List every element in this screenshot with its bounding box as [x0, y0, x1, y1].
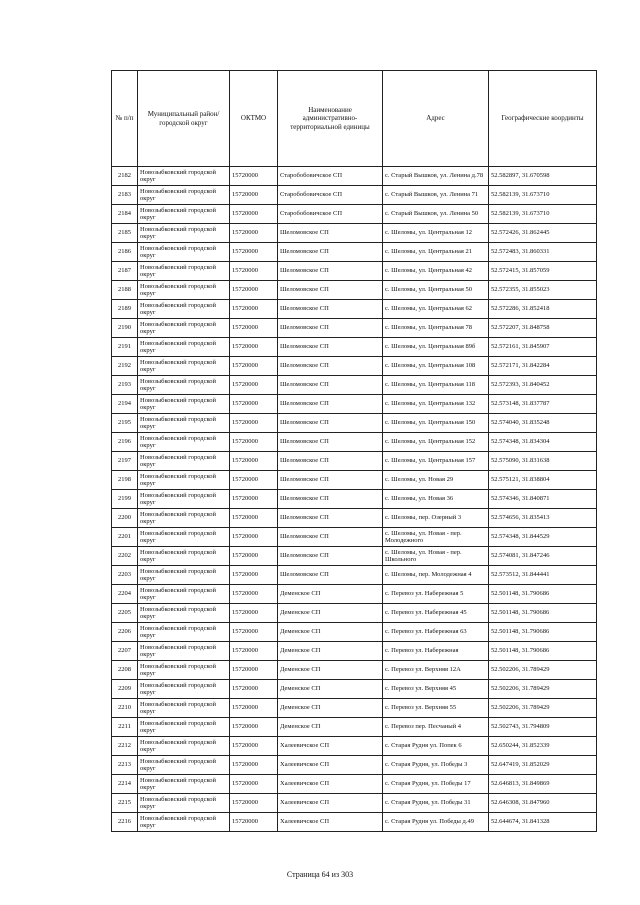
- table-row: [112, 623, 597, 642]
- cell-coords: 52.572355, 31.855023: [489, 281, 597, 300]
- cell-coords: 52.574081, 31.847246: [489, 547, 597, 566]
- cell-oktmo: 15720000: [230, 642, 278, 661]
- table-row: [112, 376, 597, 395]
- cell-oktmo: 15720000: [230, 186, 278, 205]
- cell-unit: Деменское СП: [278, 699, 383, 718]
- cell-coords: 52.502206, 31.789429: [489, 680, 597, 699]
- cell-num: 2209: [112, 680, 138, 699]
- cell-num: 2196: [112, 433, 138, 452]
- cell-num: 2197: [112, 452, 138, 471]
- cell-num: 2187: [112, 262, 138, 281]
- cell-unit: Деменское СП: [278, 661, 383, 680]
- table-row: [112, 186, 597, 205]
- cell-address: с. Шеломы, ул. Центральная 62: [383, 300, 489, 319]
- cell-oktmo: 15720000: [230, 452, 278, 471]
- cell-unit: Шеломовское СП: [278, 300, 383, 319]
- cell-unit: Шеломовское СП: [278, 338, 383, 357]
- cell-coords: 52.502206, 31.789429: [489, 699, 597, 718]
- cell-unit: Старобобовичское СП: [278, 167, 383, 186]
- cell-unit: Шеломовское СП: [278, 224, 383, 243]
- cell-municipality: Новозыбковский городской округ: [138, 414, 230, 433]
- cell-coords: 52.582897, 31.670598: [489, 167, 597, 186]
- cell-coords: 52.501148, 31.790686: [489, 604, 597, 623]
- table-row: [112, 395, 597, 414]
- cell-num: 2199: [112, 490, 138, 509]
- cell-municipality: Новозыбковский городской округ: [138, 490, 230, 509]
- cell-coords: 52.572426, 31.862445: [489, 224, 597, 243]
- cell-unit: Шеломовское СП: [278, 395, 383, 414]
- cell-coords: 52.502743, 31.794809: [489, 718, 597, 737]
- cell-address: с. Перевоз ул. Набережная: [383, 642, 489, 661]
- cell-municipality: Новозыбковский городской округ: [138, 205, 230, 224]
- table-row: [112, 357, 597, 376]
- cell-num: 2193: [112, 376, 138, 395]
- cell-num: 2201: [112, 528, 138, 547]
- cell-address: с. Старый Вышков, ул. Ленина д.78: [383, 167, 489, 186]
- cell-unit: Деменское СП: [278, 642, 383, 661]
- cell-unit: Шеломовское СП: [278, 547, 383, 566]
- cell-oktmo: 15720000: [230, 604, 278, 623]
- cell-num: 2213: [112, 756, 138, 775]
- cell-num: 2185: [112, 224, 138, 243]
- cell-oktmo: 15720000: [230, 395, 278, 414]
- cell-oktmo: 15720000: [230, 281, 278, 300]
- cell-municipality: Новозыбковский городской округ: [138, 319, 230, 338]
- cell-num: 2206: [112, 623, 138, 642]
- cell-unit: Деменское СП: [278, 680, 383, 699]
- table-row: [112, 319, 597, 338]
- cell-unit: Деменское СП: [278, 604, 383, 623]
- cell-municipality: Новозыбковский городской округ: [138, 376, 230, 395]
- table-row: [112, 490, 597, 509]
- cell-coords: 52.574348, 31.834304: [489, 433, 597, 452]
- cell-num: 2183: [112, 186, 138, 205]
- cell-address: с. Шеломы, ул. Новая 29: [383, 471, 489, 490]
- cell-oktmo: 15720000: [230, 357, 278, 376]
- cell-oktmo: 15720000: [230, 243, 278, 262]
- cell-num: 2214: [112, 775, 138, 794]
- table-row: [112, 262, 597, 281]
- cell-unit: Халеевичское СП: [278, 737, 383, 756]
- cell-coords: 52.502206, 31.789429: [489, 661, 597, 680]
- cell-address: с. Шеломы, ул. Центральная 118: [383, 376, 489, 395]
- header-oktmo: ОКТМО: [230, 71, 278, 167]
- cell-unit: Шеломовское СП: [278, 281, 383, 300]
- address-table: [111, 70, 597, 832]
- cell-address: с. Шеломы, ул. Центральная 132: [383, 395, 489, 414]
- cell-address: с. Перевоз ул. Верхняя 45: [383, 680, 489, 699]
- cell-municipality: Новозыбковский городской округ: [138, 509, 230, 528]
- cell-oktmo: 15720000: [230, 205, 278, 224]
- cell-num: 2207: [112, 642, 138, 661]
- cell-num: 2212: [112, 737, 138, 756]
- table-row: [112, 414, 597, 433]
- cell-coords: 52.572415, 31.857059: [489, 262, 597, 281]
- cell-num: 2205: [112, 604, 138, 623]
- cell-municipality: Новозыбковский городской округ: [138, 300, 230, 319]
- table-row: [112, 224, 597, 243]
- cell-municipality: Новозыбковский городской округ: [138, 699, 230, 718]
- cell-municipality: Новозыбковский городской округ: [138, 357, 230, 376]
- cell-coords: 52.647419, 31.852029: [489, 756, 597, 775]
- cell-municipality: Новозыбковский городской округ: [138, 528, 230, 547]
- cell-unit: Шеломовское СП: [278, 509, 383, 528]
- cell-num: 2211: [112, 718, 138, 737]
- cell-unit: Шеломовское СП: [278, 319, 383, 338]
- cell-address: с. Старая Рудня, ул. Победы 3: [383, 756, 489, 775]
- cell-unit: Шеломовское СП: [278, 376, 383, 395]
- cell-oktmo: 15720000: [230, 566, 278, 585]
- cell-unit: Шеломовское СП: [278, 452, 383, 471]
- cell-address: с. Шеломы, ул. Центральная 21: [383, 243, 489, 262]
- cell-unit: Деменское СП: [278, 623, 383, 642]
- cell-num: 2184: [112, 205, 138, 224]
- cell-address: с. Перевоз ул. Верхняя 55: [383, 699, 489, 718]
- cell-oktmo: 15720000: [230, 661, 278, 680]
- cell-unit: Шеломовское СП: [278, 243, 383, 262]
- table-row: [112, 585, 597, 604]
- cell-oktmo: 15720000: [230, 718, 278, 737]
- cell-oktmo: 15720000: [230, 623, 278, 642]
- cell-num: 2215: [112, 794, 138, 813]
- cell-unit: Шеломовское СП: [278, 471, 383, 490]
- cell-coords: 52.574040, 31.835248: [489, 414, 597, 433]
- table-body: [112, 167, 597, 832]
- cell-municipality: Новозыбковский городской округ: [138, 433, 230, 452]
- table-row: [112, 794, 597, 813]
- cell-oktmo: 15720000: [230, 319, 278, 338]
- cell-coords: 52.572483, 31.860331: [489, 243, 597, 262]
- header-num: № п/п: [112, 71, 138, 167]
- cell-coords: 52.572207, 31.848758: [489, 319, 597, 338]
- cell-num: 2190: [112, 319, 138, 338]
- table-row: [112, 300, 597, 319]
- cell-coords: 52.501148, 31.790686: [489, 585, 597, 604]
- table-row: [112, 813, 597, 832]
- cell-num: 2194: [112, 395, 138, 414]
- cell-coords: 52.575090, 31.831638: [489, 452, 597, 471]
- cell-oktmo: 15720000: [230, 509, 278, 528]
- cell-num: 2208: [112, 661, 138, 680]
- table-header-row: [112, 71, 597, 167]
- cell-oktmo: 15720000: [230, 775, 278, 794]
- header-address: Адрес: [383, 71, 489, 167]
- cell-address: с. Старая Рудня, ул. Победы 17: [383, 775, 489, 794]
- cell-address: с. Перевоз пер. Песчаный 4: [383, 718, 489, 737]
- cell-municipality: Новозыбковский городской округ: [138, 547, 230, 566]
- header-coords: Географические координты: [489, 71, 597, 167]
- table-row: [112, 775, 597, 794]
- cell-municipality: Новозыбковский городской округ: [138, 186, 230, 205]
- table-row: [112, 338, 597, 357]
- cell-coords: 52.572161, 31.845907: [489, 338, 597, 357]
- cell-municipality: Новозыбковский городской округ: [138, 452, 230, 471]
- cell-coords: 52.650244, 31.852339: [489, 737, 597, 756]
- table-row: [112, 433, 597, 452]
- cell-unit: Шеломовское СП: [278, 262, 383, 281]
- cell-coords: 52.575121, 31.838804: [489, 471, 597, 490]
- cell-address: с. Шеломы, пер. Озерный 3: [383, 509, 489, 528]
- cell-unit: Халеевичское СП: [278, 775, 383, 794]
- cell-address: с. Шеломы, ул. Центральная 42: [383, 262, 489, 281]
- table-row: [112, 281, 597, 300]
- cell-num: 2200: [112, 509, 138, 528]
- cell-num: 2189: [112, 300, 138, 319]
- cell-municipality: Новозыбковский городской округ: [138, 680, 230, 699]
- cell-unit: Шеломовское СП: [278, 357, 383, 376]
- cell-address: с. Перевоз ул. Набережная 5: [383, 585, 489, 604]
- cell-unit: Деменское СП: [278, 718, 383, 737]
- cell-coords: 52.574348, 31.844529: [489, 528, 597, 547]
- cell-oktmo: 15720000: [230, 433, 278, 452]
- cell-municipality: Новозыбковский городской округ: [138, 281, 230, 300]
- cell-coords: 52.501148, 31.790686: [489, 623, 597, 642]
- cell-num: 2198: [112, 471, 138, 490]
- header-municipality: Муниципальный район/городской округ: [138, 71, 230, 167]
- cell-num: 2202: [112, 547, 138, 566]
- table-row: [112, 167, 597, 186]
- cell-address: с. Старая Рудня ул. Победы д.49: [383, 813, 489, 832]
- cell-oktmo: 15720000: [230, 585, 278, 604]
- cell-num: 2203: [112, 566, 138, 585]
- cell-address: с. Старый Вышков, ул. Ленина 50: [383, 205, 489, 224]
- cell-coords: 52.573148, 31.837787: [489, 395, 597, 414]
- cell-coords: 52.646308, 31.847960: [489, 794, 597, 813]
- table-row: [112, 528, 597, 547]
- cell-address: с. Шеломы, ул. Центральная 50: [383, 281, 489, 300]
- cell-oktmo: 15720000: [230, 167, 278, 186]
- cell-address: с. Перевоз ул. Набережная 63: [383, 623, 489, 642]
- table-row: [112, 604, 597, 623]
- cell-oktmo: 15720000: [230, 794, 278, 813]
- cell-municipality: Новозыбковский городской округ: [138, 471, 230, 490]
- cell-num: 2195: [112, 414, 138, 433]
- cell-num: 2191: [112, 338, 138, 357]
- cell-num: 2216: [112, 813, 138, 832]
- cell-coords: 52.572393, 31.840452: [489, 376, 597, 395]
- cell-address: с. Старая Рудня ул. Попек 6: [383, 737, 489, 756]
- cell-oktmo: 15720000: [230, 471, 278, 490]
- cell-coords: 52.574656, 31.835413: [489, 509, 597, 528]
- table-row: [112, 718, 597, 737]
- cell-municipality: Новозыбковский городской округ: [138, 756, 230, 775]
- table-row: [112, 661, 597, 680]
- table-row: [112, 642, 597, 661]
- cell-oktmo: 15720000: [230, 414, 278, 433]
- cell-address: с. Шеломы, ул. Центральная 78: [383, 319, 489, 338]
- cell-num: 2210: [112, 699, 138, 718]
- cell-municipality: Новозыбковский городской округ: [138, 661, 230, 680]
- cell-oktmo: 15720000: [230, 528, 278, 547]
- cell-municipality: Новозыбковский городской округ: [138, 813, 230, 832]
- cell-oktmo: 15720000: [230, 300, 278, 319]
- cell-coords: 52.646813, 31.849869: [489, 775, 597, 794]
- cell-address: с. Шеломы, ул. Центральная 150: [383, 414, 489, 433]
- cell-unit: Деменское СП: [278, 585, 383, 604]
- cell-oktmo: 15720000: [230, 376, 278, 395]
- table-row: [112, 699, 597, 718]
- cell-oktmo: 15720000: [230, 699, 278, 718]
- cell-municipality: Новозыбковский городской округ: [138, 224, 230, 243]
- cell-unit: Старобобовичское СП: [278, 186, 383, 205]
- cell-unit: Халеевичское СП: [278, 794, 383, 813]
- cell-coords: 52.582139, 31.673710: [489, 205, 597, 224]
- cell-coords: 52.572286, 31.852418: [489, 300, 597, 319]
- cell-address: с. Шеломы, ул. Центральная 157: [383, 452, 489, 471]
- cell-unit: Халеевичское СП: [278, 756, 383, 775]
- cell-unit: Шеломовское СП: [278, 490, 383, 509]
- cell-oktmo: 15720000: [230, 680, 278, 699]
- cell-address: с. Шеломы, ул. Новая - пер. Молодежного: [383, 528, 489, 547]
- cell-coords: 52.572171, 31.842284: [489, 357, 597, 376]
- table-row: [112, 547, 597, 566]
- table-row: [112, 452, 597, 471]
- cell-unit: Шеломовское СП: [278, 528, 383, 547]
- cell-address: с. Перевоз ул. Верхняя 12А: [383, 661, 489, 680]
- cell-oktmo: 15720000: [230, 224, 278, 243]
- cell-num: 2188: [112, 281, 138, 300]
- cell-oktmo: 15720000: [230, 490, 278, 509]
- cell-unit: Старобобовичское СП: [278, 205, 383, 224]
- cell-oktmo: 15720000: [230, 756, 278, 775]
- header-unit: Наименование административно-территориальной единицы: [278, 71, 383, 167]
- cell-address: с. Шеломы, ул. Новая 36: [383, 490, 489, 509]
- cell-coords: 52.574346, 31.840871: [489, 490, 597, 509]
- table-row: [112, 756, 597, 775]
- cell-address: с. Шеломы, ул. Центральная 89б: [383, 338, 489, 357]
- cell-oktmo: 15720000: [230, 813, 278, 832]
- table-row: [112, 566, 597, 585]
- cell-num: 2192: [112, 357, 138, 376]
- table-row: [112, 737, 597, 756]
- table-row: [112, 205, 597, 224]
- cell-municipality: Новозыбковский городской округ: [138, 775, 230, 794]
- cell-oktmo: 15720000: [230, 338, 278, 357]
- cell-address: с. Шеломы, пер. Молодежная 4: [383, 566, 489, 585]
- cell-municipality: Новозыбковский городской округ: [138, 395, 230, 414]
- cell-coords: 52.573512, 31.844441: [489, 566, 597, 585]
- cell-municipality: Новозыбковский городской округ: [138, 243, 230, 262]
- cell-coords: 52.644674, 31.841328: [489, 813, 597, 832]
- cell-coords: 52.501148, 31.790686: [489, 642, 597, 661]
- cell-num: 2182: [112, 167, 138, 186]
- cell-municipality: Новозыбковский городской округ: [138, 794, 230, 813]
- cell-address: с. Старый Вышков, ул. Ленина 71: [383, 186, 489, 205]
- cell-oktmo: 15720000: [230, 262, 278, 281]
- cell-address: с. Шеломы, ул. Новая - пер. Школьного: [383, 547, 489, 566]
- cell-address: с. Перевоз ул. Набережная 45: [383, 604, 489, 623]
- cell-municipality: Новозыбковский городской округ: [138, 604, 230, 623]
- cell-address: с. Старая Рудня, ул. Победы 31: [383, 794, 489, 813]
- cell-municipality: Новозыбковский городской округ: [138, 167, 230, 186]
- table-row: [112, 471, 597, 490]
- cell-municipality: Новозыбковский городской округ: [138, 737, 230, 756]
- cell-address: с. Шеломы, ул. Центральная 108: [383, 357, 489, 376]
- cell-unit: Шеломовское СП: [278, 433, 383, 452]
- cell-municipality: Новозыбковский городской округ: [138, 718, 230, 737]
- cell-unit: Шеломовское СП: [278, 566, 383, 585]
- cell-municipality: Новозыбковский городской округ: [138, 623, 230, 642]
- cell-municipality: Новозыбковский городской округ: [138, 585, 230, 604]
- cell-oktmo: 15720000: [230, 737, 278, 756]
- table-row: [112, 509, 597, 528]
- cell-num: 2204: [112, 585, 138, 604]
- table-row: [112, 680, 597, 699]
- cell-coords: 52.582139, 31.673710: [489, 186, 597, 205]
- cell-municipality: Новозыбковский городской округ: [138, 566, 230, 585]
- cell-municipality: Новозыбковский городской округ: [138, 642, 230, 661]
- cell-municipality: Новозыбковский городской округ: [138, 338, 230, 357]
- cell-num: 2186: [112, 243, 138, 262]
- cell-address: с. Шеломы, ул. Центральная 12: [383, 224, 489, 243]
- table-row: [112, 243, 597, 262]
- cell-oktmo: 15720000: [230, 547, 278, 566]
- page-number: Страница 64 из 303: [286, 870, 354, 879]
- cell-municipality: Новозыбковский городской округ: [138, 262, 230, 281]
- cell-unit: Халеевичское СП: [278, 813, 383, 832]
- cell-address: с. Шеломы, ул. Центральная 152: [383, 433, 489, 452]
- cell-unit: Шеломовское СП: [278, 414, 383, 433]
